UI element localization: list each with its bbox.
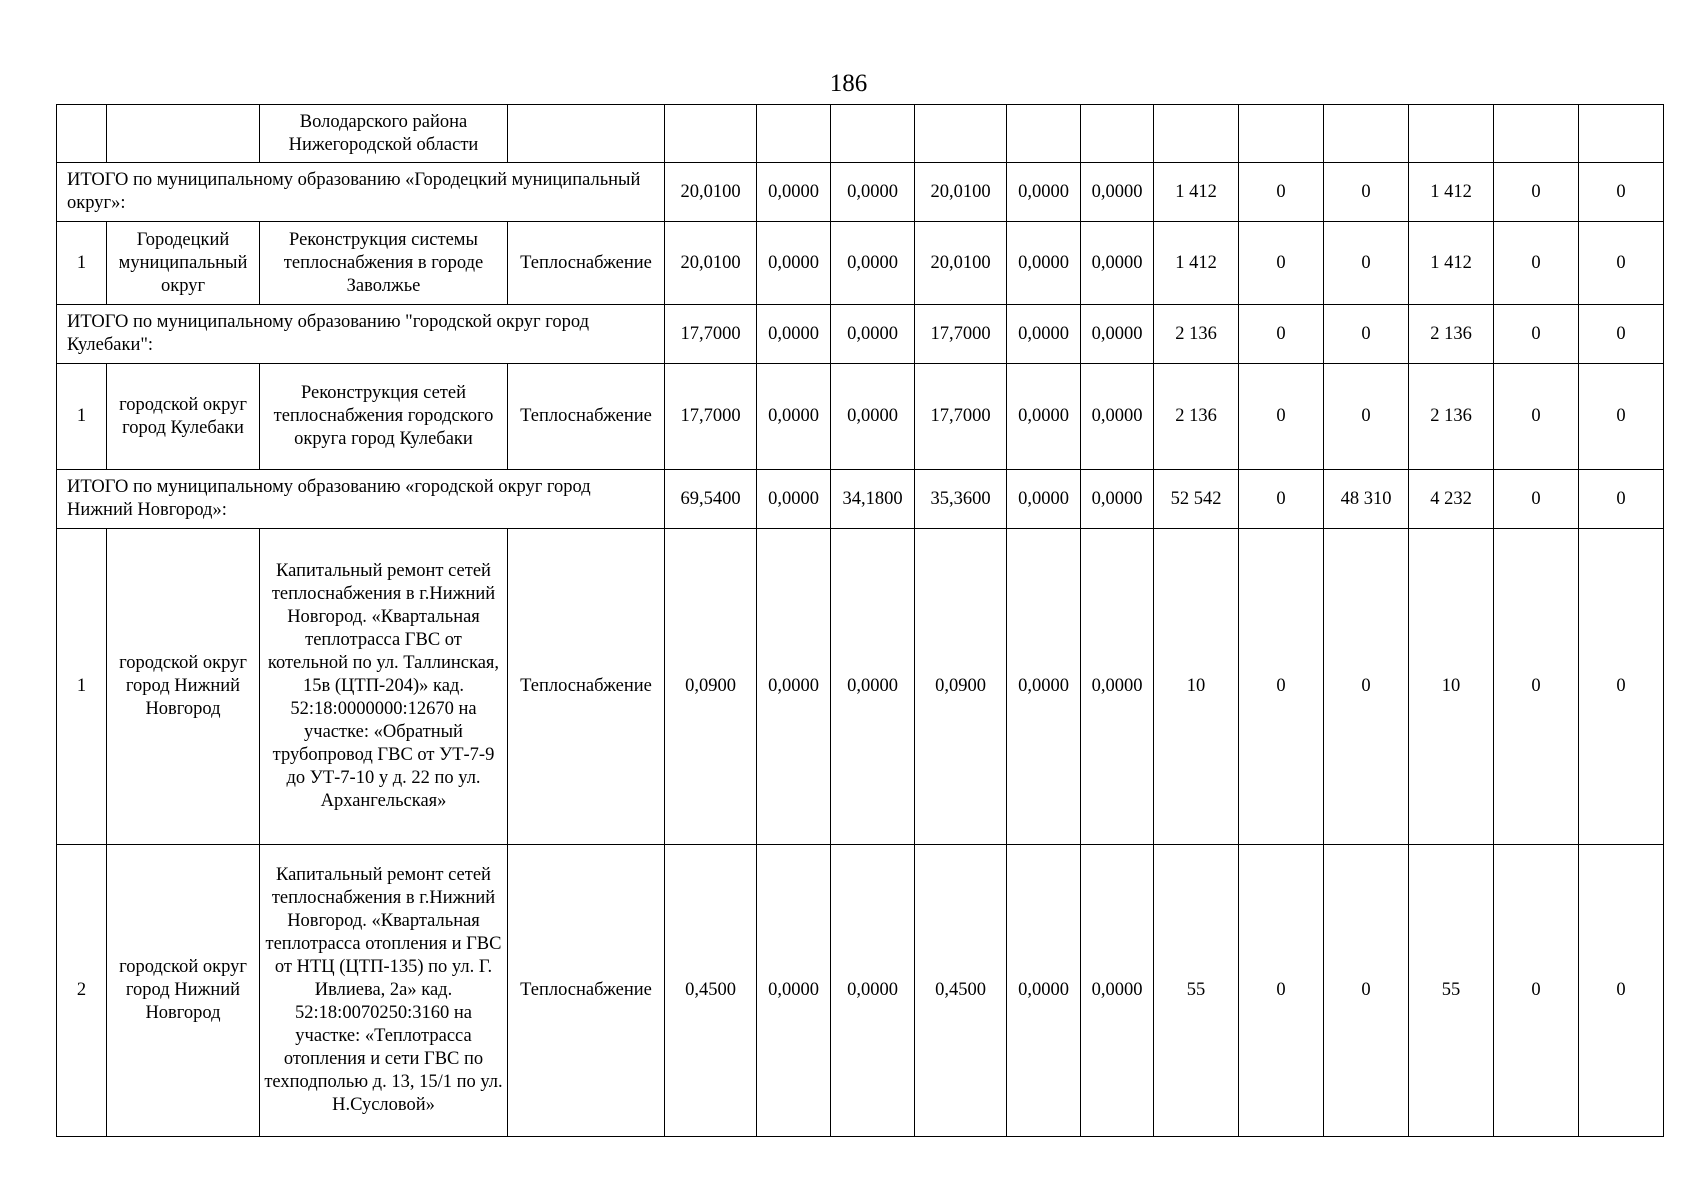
- row-number-cell: 1: [57, 222, 107, 305]
- value-cell: 0: [1239, 163, 1324, 222]
- value-cell: 0,0000: [757, 364, 831, 470]
- total-label-cell: ИТОГО по муниципальному образованию «Городецкий муниципальный округ»:: [57, 163, 665, 222]
- object-name-cell: Володарского района Нижегородской области: [260, 105, 508, 163]
- value-cell: 0,0000: [757, 305, 831, 364]
- value-cell: 0,0000: [831, 163, 915, 222]
- value-cell: [1579, 105, 1664, 163]
- value-cell: 1 412: [1154, 222, 1239, 305]
- value-cell: [1409, 105, 1494, 163]
- value-cell: 0,0000: [1007, 470, 1081, 529]
- value-cell: 0,0000: [1007, 163, 1081, 222]
- municipality-cell: городской округ город Нижний Новгород: [107, 845, 260, 1137]
- type-cell: Теплоснабжение: [508, 364, 665, 470]
- value-cell: 0: [1324, 222, 1409, 305]
- municipality-cell: [107, 105, 260, 163]
- value-cell: 0,0000: [831, 529, 915, 845]
- value-cell: 1 412: [1154, 163, 1239, 222]
- total-row: [57, 305, 1664, 364]
- value-cell: 0: [1494, 470, 1579, 529]
- value-cell: 2 136: [1154, 364, 1239, 470]
- value-cell: 0,0900: [665, 529, 757, 845]
- value-cell: 52 542: [1154, 470, 1239, 529]
- value-cell: 0: [1494, 222, 1579, 305]
- value-cell: 48 310: [1324, 470, 1409, 529]
- value-cell: 0,0000: [757, 470, 831, 529]
- value-cell: 10: [1409, 529, 1494, 845]
- value-cell: [1239, 105, 1324, 163]
- value-cell: 0,0000: [1081, 845, 1154, 1137]
- type-cell: Теплоснабжение: [508, 529, 665, 845]
- value-cell: [665, 105, 757, 163]
- type-cell: [508, 105, 665, 163]
- value-cell: 0,0000: [1007, 364, 1081, 470]
- data-table: [56, 104, 1664, 1137]
- total-label-cell: ИТОГО по муниципальному образованию «городской округ город Нижний Новгород»:: [57, 470, 665, 529]
- value-cell: 2 136: [1409, 364, 1494, 470]
- value-cell: 34,1800: [831, 470, 915, 529]
- value-cell: 0,0000: [757, 529, 831, 845]
- value-cell: 0: [1579, 529, 1664, 845]
- value-cell: [757, 105, 831, 163]
- value-cell: 0: [1324, 305, 1409, 364]
- municipality-cell: Городецкий муниципальный округ: [107, 222, 260, 305]
- value-cell: 0,0000: [831, 222, 915, 305]
- value-cell: 0: [1494, 163, 1579, 222]
- object-name-cell: Капитальный ремонт сетей теплоснабжения в г.Нижний Новгород. «Квартальная теплотрасса отопления и ГВС от НТЦ (ЦТП-135) по ул. Г. Ивлиева, 2а» кад. 52:18:0070250:3160 на участке: «Теплотрасса отопления и сети ГВС по техподполью д. 13, 15/1 по ул. Н.Сусловой»: [260, 845, 508, 1137]
- value-cell: 0,0000: [1081, 222, 1154, 305]
- value-cell: 2 136: [1154, 305, 1239, 364]
- row-number-cell: 1: [57, 529, 107, 845]
- value-cell: 0: [1239, 305, 1324, 364]
- value-cell: 0,0000: [1007, 305, 1081, 364]
- value-cell: 0,0000: [831, 364, 915, 470]
- value-cell: 2 136: [1409, 305, 1494, 364]
- table-row: [57, 222, 1664, 305]
- value-cell: 0: [1324, 364, 1409, 470]
- type-cell: Теплоснабжение: [508, 222, 665, 305]
- table-row: [57, 529, 1664, 845]
- value-cell: 1 412: [1409, 163, 1494, 222]
- value-cell: [1324, 105, 1409, 163]
- value-cell: 69,5400: [665, 470, 757, 529]
- value-cell: 0,0900: [915, 529, 1007, 845]
- value-cell: [1007, 105, 1081, 163]
- row-number-cell: 1: [57, 364, 107, 470]
- value-cell: [1154, 105, 1239, 163]
- value-cell: 0: [1324, 845, 1409, 1137]
- object-name-cell: Реконструкция сетей теплоснабжения городского округа город Кулебаки: [260, 364, 508, 470]
- municipality-cell: городской округ город Нижний Новгород: [107, 529, 260, 845]
- value-cell: 0: [1494, 529, 1579, 845]
- object-name-cell: Реконструкция системы теплоснабжения в городе Заволжье: [260, 222, 508, 305]
- value-cell: 0: [1324, 163, 1409, 222]
- table-row: [57, 364, 1664, 470]
- value-cell: 0: [1239, 845, 1324, 1137]
- value-cell: [915, 105, 1007, 163]
- value-cell: 0,0000: [1081, 364, 1154, 470]
- row-number-cell: [57, 105, 107, 163]
- value-cell: 0,0000: [1007, 529, 1081, 845]
- value-cell: 0: [1239, 364, 1324, 470]
- value-cell: 0: [1494, 364, 1579, 470]
- value-cell: 0,0000: [1007, 845, 1081, 1137]
- value-cell: 0: [1579, 305, 1664, 364]
- value-cell: 20,0100: [665, 222, 757, 305]
- value-cell: 0,4500: [915, 845, 1007, 1137]
- total-row: [57, 163, 1664, 222]
- value-cell: 0: [1579, 163, 1664, 222]
- value-cell: 0,0000: [831, 305, 915, 364]
- object-name-cell: Капитальный ремонт сетей теплоснабжения в г.Нижний Новгород. «Квартальная теплотрасса ГВС от котельной по ул. Таллинская, 15в (ЦТП-204)» кад. 52:18:0000000:12670 на участке: «Обратный трубопровод ГВС от УТ-7-9 до УТ-7-10 у д. 22 по ул. Архангельская»: [260, 529, 508, 845]
- value-cell: 0: [1579, 364, 1664, 470]
- value-cell: 17,7000: [665, 364, 757, 470]
- value-cell: 0: [1494, 305, 1579, 364]
- value-cell: 0: [1239, 470, 1324, 529]
- value-cell: 0,0000: [1081, 470, 1154, 529]
- value-cell: [1081, 105, 1154, 163]
- page-number: 186: [829, 70, 868, 97]
- value-cell: 0: [1579, 470, 1664, 529]
- value-cell: 0,0000: [1007, 222, 1081, 305]
- value-cell: 55: [1409, 845, 1494, 1137]
- value-cell: 55: [1154, 845, 1239, 1137]
- value-cell: 0,0000: [757, 163, 831, 222]
- value-cell: 0: [1579, 222, 1664, 305]
- value-cell: 0,4500: [665, 845, 757, 1137]
- value-cell: 20,0100: [915, 222, 1007, 305]
- value-cell: 0,0000: [1081, 305, 1154, 364]
- value-cell: 0,0000: [757, 222, 831, 305]
- value-cell: 20,0100: [665, 163, 757, 222]
- value-cell: 10: [1154, 529, 1239, 845]
- value-cell: 0: [1239, 529, 1324, 845]
- value-cell: 1 412: [1409, 222, 1494, 305]
- municipality-cell: городской округ город Кулебаки: [107, 364, 260, 470]
- total-row: [57, 470, 1664, 529]
- value-cell: [831, 105, 915, 163]
- value-cell: 4 232: [1409, 470, 1494, 529]
- table-row: [57, 105, 1664, 163]
- type-cell: Теплоснабжение: [508, 845, 665, 1137]
- value-cell: 0,0000: [1081, 529, 1154, 845]
- value-cell: 35,3600: [915, 470, 1007, 529]
- value-cell: 20,0100: [915, 163, 1007, 222]
- value-cell: 0: [1239, 222, 1324, 305]
- value-cell: [1494, 105, 1579, 163]
- value-cell: 0: [1324, 529, 1409, 845]
- value-cell: 0: [1579, 845, 1664, 1137]
- value-cell: 0,0000: [757, 845, 831, 1137]
- table-row: [57, 845, 1664, 1137]
- value-cell: 17,7000: [915, 305, 1007, 364]
- row-number-cell: 2: [57, 845, 107, 1137]
- value-cell: 0,0000: [831, 845, 915, 1137]
- value-cell: 0,0000: [1081, 163, 1154, 222]
- value-cell: 0: [1494, 845, 1579, 1137]
- value-cell: 17,7000: [915, 364, 1007, 470]
- value-cell: 17,7000: [665, 305, 757, 364]
- total-label-cell: ИТОГО по муниципальному образованию "городской округ город Кулебаки":: [57, 305, 665, 364]
